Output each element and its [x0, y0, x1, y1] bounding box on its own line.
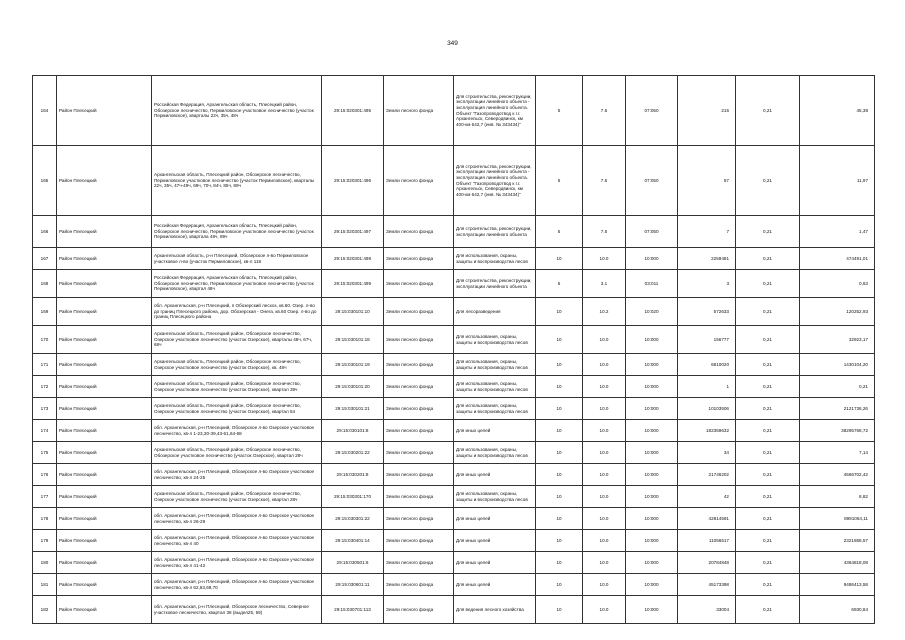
cadastral-number-cell: 29:15:030601:11	[322, 574, 384, 596]
area-cell: 21746202	[678, 464, 736, 486]
group-cell: 10	[536, 354, 583, 376]
land-category-cell: Земли лесного фонда	[384, 270, 454, 298]
land-category-cell: Земли лесного фонда	[384, 574, 454, 596]
address-cell: Архангельская область, Плесецкий район, Обозерское лесничество, Озерское участковое лесничество (участок Озерское), квартал 39ч	[152, 376, 322, 398]
cadastral-number-cell: 29:15:030101:19	[322, 354, 384, 376]
district-cell: Район Плесецкий	[57, 442, 152, 464]
group-cell: 10	[536, 552, 583, 574]
row-number: 169	[33, 298, 57, 326]
table-row	[33, 486, 875, 508]
row-number: 170	[33, 326, 57, 354]
code-cell: 07:050	[626, 216, 678, 248]
permitted-use-cell: Для иных целей	[454, 420, 536, 442]
table-row	[33, 508, 875, 530]
table-row	[33, 326, 875, 354]
cadastral-number-cell: 29:15:030101:8	[322, 420, 384, 442]
land-plots-table	[32, 75, 875, 624]
area-cell: 6810020	[678, 354, 736, 376]
district-cell: Район Плесецкий	[57, 354, 152, 376]
area-cell: 42	[678, 486, 736, 508]
group-cell: 10	[536, 398, 583, 420]
row-number: 176	[33, 464, 57, 486]
table-row	[33, 552, 875, 574]
land-category-cell: Земли лесного фонда	[384, 398, 454, 420]
address-cell: Российская Федерация, Архангельская область, Плесецкий район, Обозерское лесничество, Пермиловское участковое лесничество (участок Пермиловское), квартала 48ч, 89ч	[152, 216, 322, 248]
value-cell: 1,47	[800, 216, 875, 248]
table-row	[33, 146, 875, 216]
land-category-cell: Земли лесного фонда	[384, 508, 454, 530]
cadastral-number-cell: 29:15:020301:497	[322, 216, 384, 248]
rate-cell: 0,21	[736, 354, 800, 376]
area-cell: 156777	[678, 326, 736, 354]
permitted-use-cell: Для иных целей	[454, 530, 536, 552]
address-cell: обл. Архангельская, р-н Плесецкий, п Обозерский лесхоз, кв.60. Озер. л-во до границ Плесецкого района, дор. Обозерская - Онега, кв.60 Озер. л-во до границ Плесецкого района	[152, 298, 322, 326]
value-cell: 0,21	[800, 376, 875, 398]
row-number: 177	[33, 486, 57, 508]
code-cell: 10:000	[626, 248, 678, 270]
cadastral-number-cell: 29:15:030101:21	[322, 398, 384, 420]
area-cell: 3	[678, 270, 736, 298]
permitted-use-cell: Для использования, охраны, защиты и воспроизводства лесов	[454, 248, 536, 270]
address-cell: Архангельская область, р-н Плесецкий, Обозерское л-во Пермиловское участковое л-во (участок Пермиловское), кв-л 118	[152, 248, 322, 270]
row-number: 180	[33, 552, 57, 574]
land-category-cell: Земли лесного фонда	[384, 216, 454, 248]
rate-cell: 0,21	[736, 216, 800, 248]
land-category-cell: Земли лесного фонда	[384, 486, 454, 508]
code-cell: 10:000	[626, 420, 678, 442]
value-cell: 6930,84	[800, 596, 875, 624]
rate-cell: 0,21	[736, 464, 800, 486]
permitted-use-cell: Для иных целей	[454, 464, 536, 486]
land-category-cell: Земли лесного фонда	[384, 248, 454, 270]
area-cell: 34	[678, 442, 736, 464]
permitted-use-cell: Для строительства, реконструкции, эксплуатации линейного объекта	[454, 270, 536, 298]
value-cell: 38295768,72	[800, 420, 875, 442]
district-cell: Район Плесецкий	[57, 508, 152, 530]
land-category-cell: Земли лесного фонда	[384, 326, 454, 354]
address-cell: Архангельская область, Плесецкий район, Обозерское лесничество, Озерское участковое лесничество (участок Озерское), кв. 48ч	[152, 354, 322, 376]
area-cell: 215	[678, 76, 736, 146]
permitted-use-cell: Для иных целей	[454, 508, 536, 530]
subgroup-cell: 7.5	[583, 146, 626, 216]
row-number: 172	[33, 376, 57, 398]
land-category-cell: Земли лесного фонда	[384, 552, 454, 574]
subgroup-cell: 10.0	[583, 552, 626, 574]
permitted-use-cell: Для ведения лесного хозяйства	[454, 596, 536, 624]
value-cell: 8,82	[800, 486, 875, 508]
code-cell: 10:000	[626, 442, 678, 464]
value-cell: 4364818,08	[800, 552, 875, 574]
permitted-use-cell: Для использования, охраны, защиты и воспроизводства лесов	[454, 398, 536, 420]
district-cell: Район Плесецкий	[57, 530, 152, 552]
code-cell: 10:000	[626, 574, 678, 596]
district-cell: Район Плесецкий	[57, 398, 152, 420]
code-cell: 10:000	[626, 530, 678, 552]
code-cell: 10:000	[626, 464, 678, 486]
district-cell: Район Плесецкий	[57, 376, 152, 398]
subgroup-cell: 7.5	[583, 216, 626, 248]
row-number: 167	[33, 248, 57, 270]
district-cell: Район Плесецкий	[57, 248, 152, 270]
district-cell: Район Плесецкий	[57, 486, 152, 508]
subgroup-cell: 10.0	[583, 486, 626, 508]
address-cell: Архангельская область, Плесецкий район, Обозерское лесничество, Озерское участковое лесничество (участок Озерское), квартал 28ч	[152, 486, 322, 508]
subgroup-cell: 10.0	[583, 442, 626, 464]
land-category-cell: Земли лесного фонда	[384, 530, 454, 552]
row-number: 164	[33, 76, 57, 146]
code-cell: 07:050	[626, 76, 678, 146]
rate-cell: 0,21	[736, 420, 800, 442]
subgroup-cell: 10.0	[583, 574, 626, 596]
group-cell: 5	[536, 216, 583, 248]
subgroup-cell: 10.0	[583, 354, 626, 376]
row-number: 182	[33, 596, 57, 624]
cadastral-number-cell: 29:15:030401:14	[322, 530, 384, 552]
group-cell: 10	[536, 530, 583, 552]
land-category-cell: Земли лесного фонда	[384, 76, 454, 146]
table-row	[33, 298, 875, 326]
code-cell: 07:050	[626, 146, 678, 216]
permitted-use-cell: Для использования, охраны, защиты и воспроизводства лесов	[454, 486, 536, 508]
group-cell: 10	[536, 574, 583, 596]
district-cell: Район Плесецкий	[57, 270, 152, 298]
area-cell: 20784848	[678, 552, 736, 574]
group-cell: 10	[536, 376, 583, 398]
permitted-use-cell: Для использования, охраны, защиты и воспроизводства лесов	[454, 376, 536, 398]
rate-cell: 0,21	[736, 146, 800, 216]
subgroup-cell: 10.0	[583, 326, 626, 354]
value-cell: 45,38	[800, 76, 875, 146]
address-cell: обл. Архангельская, р-н Плесецкий, Обозерское л-во Озерское участковое лесничество, кв-л 24-25	[152, 464, 322, 486]
address-cell: обл. Архангельская, р-н Плесецкий, Обозерское л-во Озерское участковое лесничество, кв-л 41-42	[152, 552, 322, 574]
area-cell: 2259481	[678, 248, 736, 270]
group-cell: 10	[536, 596, 583, 624]
address-cell: обл. Архангельская, р-н Плесецкий, Обозерское л-во Озерское участковое лесничество, кв-л 40	[152, 530, 322, 552]
land-category-cell: Земли лесного фонда	[384, 146, 454, 216]
address-cell: Архангельская область, Плесецкий район, Обозерское лесничество, Обозерское участковое лесничество (участок Озерское), квартал 28ч	[152, 442, 322, 464]
land-category-cell: Земли лесного фонда	[384, 596, 454, 624]
group-cell: 5	[536, 270, 583, 298]
address-cell: обл. Архангельская, р-н Плесецкий, Обозерское л-во Озерское участковое лесничество, кв-л 1-23,30-39,43-61,64-68	[152, 420, 322, 442]
cadastral-number-cell: 29:15:030201:22	[322, 442, 384, 464]
code-cell: 10:000	[626, 552, 678, 574]
group-cell: 10	[536, 508, 583, 530]
area-cell: 10103506	[678, 398, 736, 420]
row-number: 175	[33, 442, 57, 464]
table-row	[33, 270, 875, 298]
group-cell: 10	[536, 326, 583, 354]
cadastral-number-cell: 29:15:030201:8	[322, 464, 384, 486]
value-cell: 2121736,26	[800, 398, 875, 420]
permitted-use-cell: Для строительства, реконструкции, эксплуатации линейного объекта	[454, 216, 536, 248]
address-cell: Российская Федерация, Архангельская область, Плесецкий район, Обозерское лесничество, Пермиловское участковое лесничество (участок Пермиловское), кварталы 22ч, 35ч, 48ч	[152, 76, 322, 146]
value-cell: 9486413,58	[800, 574, 875, 596]
subgroup-cell: 10.0	[583, 596, 626, 624]
value-cell: 0,63	[800, 270, 875, 298]
code-cell: 10:000	[626, 596, 678, 624]
rate-cell: 0,21	[736, 442, 800, 464]
table-row	[33, 574, 875, 596]
cadastral-number-cell: 29:15:030301:22	[322, 508, 384, 530]
land-category-cell: Земли лесного фонда	[384, 442, 454, 464]
district-cell: Район Плесецкий	[57, 216, 152, 248]
area-cell: 572633	[678, 298, 736, 326]
row-number: 166	[33, 216, 57, 248]
subgroup-cell: 10.0	[583, 420, 626, 442]
value-cell: 8991064,11	[800, 508, 875, 530]
code-cell: 10:000	[626, 376, 678, 398]
code-cell: 10:000	[626, 508, 678, 530]
rate-cell: 0,21	[736, 508, 800, 530]
page-number: 349	[447, 40, 458, 47]
table-row	[33, 398, 875, 420]
subgroup-cell: 7.5	[583, 76, 626, 146]
subgroup-cell: 10.0	[583, 376, 626, 398]
rate-cell: 0,21	[736, 398, 800, 420]
permitted-use-cell: Для иных целей	[454, 574, 536, 596]
rate-cell: 0,21	[736, 574, 800, 596]
permitted-use-cell: Для использования, охраны, защиты и воспроизводства лесов	[454, 442, 536, 464]
subgroup-cell: 10.2	[583, 298, 626, 326]
table-row	[33, 216, 875, 248]
subgroup-cell: 10.0	[583, 464, 626, 486]
table-row	[33, 248, 875, 270]
district-cell: Район Плесецкий	[57, 574, 152, 596]
table-row	[33, 530, 875, 552]
table-row	[33, 376, 875, 398]
permitted-use-cell: Для строительства, реконструкции, эксплуатации линейного объекта - эксплуатация линейного объекта. Объект "Газопроводотвод к г.г. Архангельск, Северодвинск, км 400-км 642,7 (инв. № 343434)"	[454, 146, 536, 216]
value-cell: 1430104,20	[800, 354, 875, 376]
permitted-use-cell: Для лесоразведения	[454, 298, 536, 326]
district-cell: Район Плесецкий	[57, 326, 152, 354]
district-cell: Район Плесецкий	[57, 464, 152, 486]
rate-cell: 0,21	[736, 298, 800, 326]
cadastral-number-cell: 29:15:020301:495	[322, 76, 384, 146]
subgroup-cell: 10.0	[583, 398, 626, 420]
code-cell: 10:020	[626, 298, 678, 326]
area-cell: 33004	[678, 596, 736, 624]
address-cell: Архангельская область, Плесецкий район, Обозерское лесничество, Пермиловское участковое лесничество (участок Пермиловское), кварталы 22ч, 35ч, 47ч-49ч, 69ч, 70ч, 84ч, 85ч, 89ч	[152, 146, 322, 216]
land-category-cell: Земли лесного фонда	[384, 298, 454, 326]
table-row	[33, 354, 875, 376]
area-cell: 57	[678, 146, 736, 216]
rate-cell: 0,21	[736, 76, 800, 146]
rate-cell: 0,21	[736, 270, 800, 298]
subgroup-cell: 10.0	[583, 508, 626, 530]
address-cell: обл. Архангельская, р-н Плесецкий, Обозерское лесничество, Северное участковое лесничество, квартал 38 (выдел25, 59)	[152, 596, 322, 624]
value-cell: 120252,93	[800, 298, 875, 326]
table-row	[33, 420, 875, 442]
row-number: 174	[33, 420, 57, 442]
rate-cell: 0,21	[736, 596, 800, 624]
rate-cell: 0,21	[736, 248, 800, 270]
value-cell: 474491,01	[800, 248, 875, 270]
group-cell: 5	[536, 76, 583, 146]
code-cell: 10:000	[626, 486, 678, 508]
code-cell: 10:000	[626, 354, 678, 376]
rate-cell: 0,21	[736, 552, 800, 574]
subgroup-cell: 10.0	[583, 248, 626, 270]
rate-cell: 0,21	[736, 376, 800, 398]
group-cell: 10	[536, 248, 583, 270]
table-row	[33, 596, 875, 624]
area-cell: 11056517	[678, 530, 736, 552]
cadastral-number-cell: 29:15:030301:170	[322, 486, 384, 508]
row-number: 165	[33, 146, 57, 216]
cadastral-number-cell: 29:15:020301:499	[322, 270, 384, 298]
permitted-use-cell: Для иных целей	[454, 552, 536, 574]
rate-cell: 0,21	[736, 326, 800, 354]
land-category-cell: Земли лесного фонда	[384, 420, 454, 442]
permitted-use-cell: Для использования, охраны, защиты и воспроизводства лесов	[454, 354, 536, 376]
group-cell: 10	[536, 420, 583, 442]
land-category-cell: Земли лесного фонда	[384, 354, 454, 376]
group-cell: 10	[536, 486, 583, 508]
code-cell: 10:000	[626, 326, 678, 354]
table-row	[33, 76, 875, 146]
permitted-use-cell: Для использования, охраны, защиты и воспроизводства лесов	[454, 326, 536, 354]
group-cell: 10	[536, 464, 583, 486]
district-cell: Район Плесецкий	[57, 146, 152, 216]
area-cell: 45173398	[678, 574, 736, 596]
address-cell: Архангельская область, Плесецкий район, Обозерское лесничество, Озерское участковое лесничество (участок Озерское), квартал 54	[152, 398, 322, 420]
district-cell: Район Плесецкий	[57, 298, 152, 326]
code-cell: 03:011	[626, 270, 678, 298]
cadastral-number-cell: 29:15:030501:6	[322, 552, 384, 574]
row-number: 171	[33, 354, 57, 376]
table-row	[33, 464, 875, 486]
address-cell: Российская Федерация, Архангельская область, Плесецкий район, Обозерское лесничество, Пермиловское участковое лесничество (участок Пермиловское), квартал 48ч	[152, 270, 322, 298]
area-cell: 1	[678, 376, 736, 398]
value-cell: 7,14	[800, 442, 875, 464]
area-cell: 42814591	[678, 508, 736, 530]
value-cell: 2321868,57	[800, 530, 875, 552]
row-number: 178	[33, 508, 57, 530]
land-category-cell: Земли лесного фонда	[384, 376, 454, 398]
row-number: 168	[33, 270, 57, 298]
rate-cell: 0,21	[736, 530, 800, 552]
district-cell: Район Плесецкий	[57, 76, 152, 146]
subgroup-cell: 10.0	[583, 530, 626, 552]
code-cell: 10:000	[626, 398, 678, 420]
cadastral-number-cell: 29:15:020301:498	[322, 248, 384, 270]
value-cell: 4566702,42	[800, 464, 875, 486]
address-cell: обл. Архангельская, р-н Плесецкий, Обозерское л-во Озерское участковое лесничество, кв-л 26-29	[152, 508, 322, 530]
rate-cell: 0,21	[736, 486, 800, 508]
address-cell: обл. Архангельская, р-н Плесецкий, Обозерское л-во Озерское участковое лесничество, кв-л 62,63,69,70	[152, 574, 322, 596]
address-cell: Архангельская область, Плесецкий район, Обозерское лесничество, Озерское участковое лесничество (участок Озерское), кварталы 48ч, 67ч, 68ч	[152, 326, 322, 354]
value-cell: 11,97	[800, 146, 875, 216]
group-cell: 5	[536, 146, 583, 216]
area-cell: 7	[678, 216, 736, 248]
area-cell: 182359632	[678, 420, 736, 442]
cadastral-number-cell: 29:15:020301:496	[322, 146, 384, 216]
value-cell: 32923,17	[800, 326, 875, 354]
row-number: 179	[33, 530, 57, 552]
cadastral-number-cell: 29:15:030101:20	[322, 376, 384, 398]
land-category-cell: Земли лесного фонда	[384, 464, 454, 486]
district-cell: Район Плесецкий	[57, 596, 152, 624]
group-cell: 10	[536, 298, 583, 326]
subgroup-cell: 3.1	[583, 270, 626, 298]
group-cell: 10	[536, 442, 583, 464]
permitted-use-cell: Для строительства, реконструкции, эксплуатации линейного объекта - эксплуатация линейного объекта. Объект "Газопроводотвод к г.г. Архангельск, Северодвинск, км 400-км 642,7 (инв. № 343434)"	[454, 76, 536, 146]
cadastral-number-cell: 29:15:030101:10	[322, 298, 384, 326]
table-row	[33, 442, 875, 464]
district-cell: Район Плесецкий	[57, 552, 152, 574]
cadastral-number-cell: 29:15:030701:113	[322, 596, 384, 624]
row-number: 181	[33, 574, 57, 596]
cadastral-number-cell: 29:15:030101:18	[322, 326, 384, 354]
row-number: 173	[33, 398, 57, 420]
district-cell: Район Плесецкий	[57, 420, 152, 442]
